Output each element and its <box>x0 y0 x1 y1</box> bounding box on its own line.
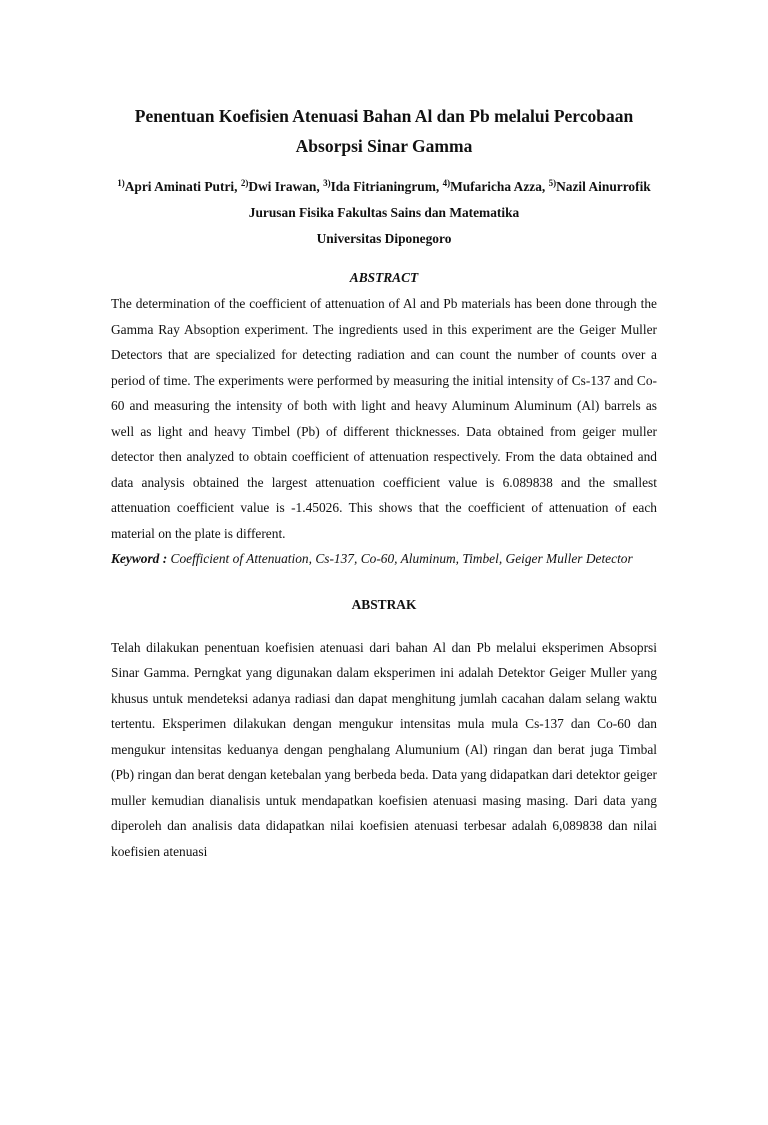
affiliation-department: Jurusan Fisika Fakultas Sains dan Matematika <box>248 205 520 220</box>
author-name: Apri Aminati Putri, <box>124 179 241 194</box>
author-list <box>111 174 657 200</box>
abstrak-heading: ABSTRAK <box>351 596 417 612</box>
author-marker: 4) <box>442 178 451 188</box>
abstract-heading: ABSTRACT <box>349 270 419 285</box>
keyword-list: Coefficient of Attenuation, Cs-137, Co-60, Aluminum, Timbel, Geiger Muller Detector <box>167 551 633 566</box>
keyword-label: Keyword : <box>111 551 168 566</box>
author-marker: 5) <box>548 178 557 188</box>
title-line-2: Absorpsi Sinar Gamma <box>295 136 473 156</box>
author-name: Ida Fitrianingrum, <box>330 179 443 194</box>
author-name: Nazil Ainurrofik <box>556 179 651 194</box>
title-line-1: Penentuan Koefisien Atenuasi Bahan Al dan Pb melalui Percobaan <box>134 106 634 126</box>
author-name: Mufaricha Azza, <box>450 179 549 194</box>
author-marker: 3) <box>323 178 331 188</box>
author-name: Dwi Irawan, <box>248 179 324 194</box>
keyword-line <box>111 546 657 572</box>
author-marker: 1) <box>117 178 125 188</box>
author-marker: 2) <box>240 178 249 188</box>
paper-title <box>111 101 657 161</box>
paper-page <box>0 101 768 1125</box>
abstrak-text: Telah dilakukan penentuan koefisien atenuasi dari bahan Al dan Pb melalui eksperimen Absoprsi Sinar Gamma. Perngkat yang digunakan dalam eksperimen ini adalah Detektor Geiger Muller yang khusus untuk mendeteksi adanya radiasi dan dapat menghitung jumlah cacahan dalam selang waktu tertentu. Eksperimen dilakukan dengan mengukur intensitas mula mula Cs-137 dan Co-60 dan mengukur intensitas keduanya dengan penghalang Alumunium (Al) ringan dan berat juga Timbal (Pb) ringan dan berat dengan ketebalan yang berbeda beda. Data yang didapatkan dari detektor geiger muller kemudian dianalisis untuk mendapatkan koefisien atenuasi masing masing. Dari data yang diperoleh dan analisis data didapatkan nilai koefisien atenuasi terbesar adalah 6,089838 dan nilai koefisien atenuasi <box>111 639 657 859</box>
abstract-text: The determination of the coefficient of attenuation of Al and Pb materials has been done through the Gamma Ray Absoption experiment. The ingredients used in this experiment are the Geiger Muller Detectors that are specialized for detecting radiation and can count the number of counts over a period of time. The experiments were performed by measuring the initial intensity of Cs-137 and Co-60 and measuring the intensity of both with light and heavy Aluminum Aluminum (Al) barrels as well as light and heavy Timbel (Pb) of different thicknesses. Data obtained from geiger muller detector then analyzed to obtain coefficient of attenuation respectively. From the data obtained and data analysis obtained the largest attenuation coefficient value is 6.089838 and the smallest attenuation coefficient value is -1.45026. This shows that the coefficient of attenuation of each material on the plate is different. <box>111 296 657 541</box>
affiliation-university: Universitas Diponegoro <box>316 231 452 246</box>
